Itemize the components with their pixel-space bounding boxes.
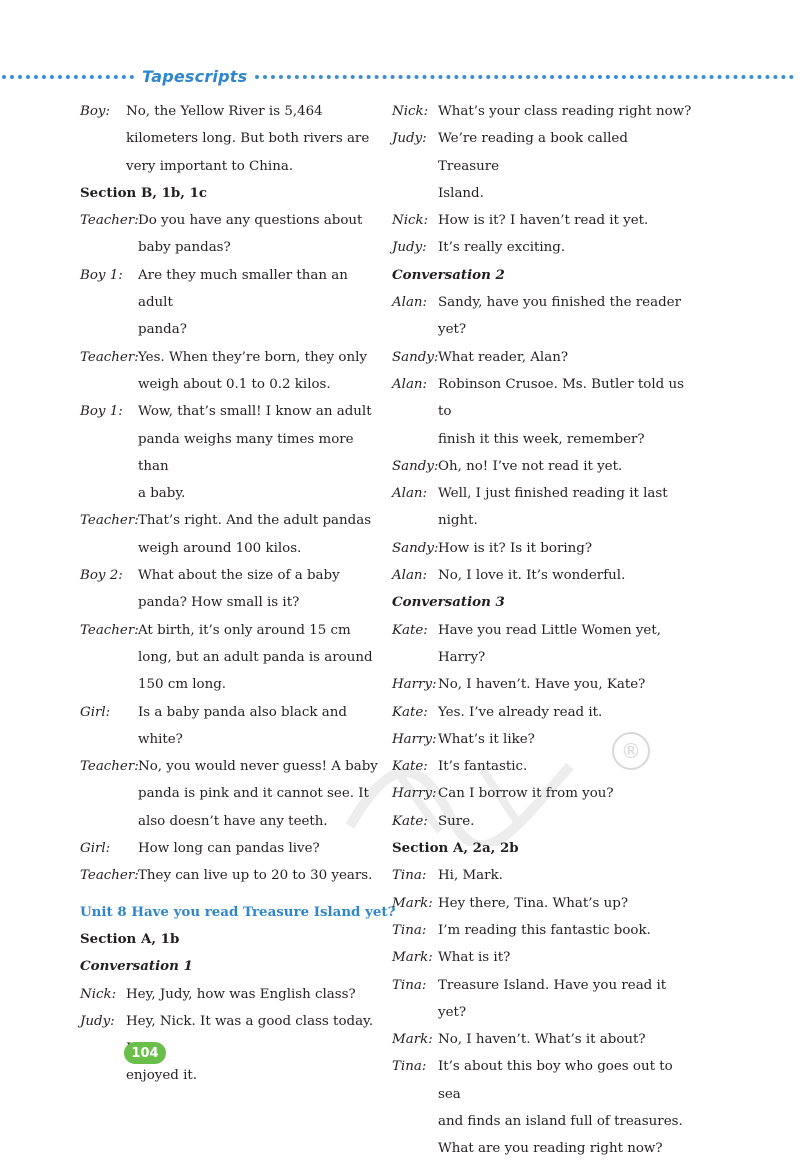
speaker-name: [80, 726, 138, 753]
dialogue-turn: [392, 862, 692, 889]
dialogue-turn: [392, 890, 692, 917]
speech-text: yet?: [438, 322, 467, 338]
speech-text: What is it?: [438, 950, 511, 966]
speech-text: Yes. I’ve already read it.: [438, 704, 603, 720]
speaker-name: [392, 180, 438, 207]
speech-text: a baby.: [138, 486, 186, 502]
speech-text: 150 cm long.: [138, 677, 227, 693]
dialogue-line: [392, 1053, 692, 1108]
speaker-name: Kate:: [392, 704, 428, 720]
dialogue-line: [392, 1135, 692, 1162]
dialogue-turn: [80, 398, 380, 507]
speaker-name: Harry:: [392, 786, 437, 802]
speech-text: kilometers long. But both rivers are: [126, 131, 370, 147]
speech-text: We’re reading a book called Treasure: [438, 131, 628, 174]
dialogue-line: [392, 289, 692, 316]
speech-text: Well, I just finished reading it last: [438, 486, 668, 502]
registered-mark-icon: ®: [612, 732, 650, 770]
speaker-name: [80, 234, 138, 261]
speaker-name: Boy 2:: [80, 568, 123, 584]
speech-text: At birth, it’s only around 15 cm: [138, 622, 351, 638]
dialogue-turn: [392, 371, 692, 453]
speech-text: Hey, Nick. It was a good class today.: [126, 1013, 374, 1029]
speech-text: What’s your class reading right now?: [438, 104, 692, 119]
dialogue-turn: [80, 617, 380, 699]
speech-text: panda is pink and it cannot see. It: [138, 786, 369, 802]
speech-text: Hey, Judy, how was English class?: [126, 986, 356, 1002]
dialogue-line: [80, 371, 380, 398]
dialogue-turn: [392, 617, 692, 672]
speaker-name: [80, 371, 138, 398]
speech-text: panda? How small is it?: [138, 595, 300, 611]
speaker-name: Judy:: [392, 131, 427, 147]
speaker-name: Kate:: [392, 759, 428, 775]
dialogue-line: [80, 398, 380, 425]
speaker-name: Boy 1:: [80, 404, 123, 420]
speech-text: also doesn’t have any teeth.: [138, 813, 328, 829]
left-column: [80, 98, 396, 1090]
dialogue-turn: [80, 507, 380, 562]
speech-text: What about the size of a baby: [138, 568, 340, 584]
speaker-name: Mark:: [392, 895, 433, 911]
tapescripts-header: [0, 64, 800, 88]
dialogue-turn: [80, 207, 380, 262]
dialogue-turn: [392, 780, 692, 807]
speech-text: panda weighs many times more than: [138, 431, 354, 474]
dialogue-turn: [80, 262, 380, 344]
speaker-name: [392, 507, 438, 534]
speech-text: long, but an adult panda is around: [138, 649, 373, 665]
speech-text: Sure.: [438, 813, 475, 829]
dialogue-turn: [80, 981, 380, 1008]
speech-text: No, I love it. It’s wonderful.: [438, 568, 626, 584]
dialogue-turn: [80, 862, 380, 889]
dialogue-turn: [392, 972, 692, 1027]
speech-text: Are they much smaller than an adult: [138, 267, 348, 311]
speaker-name: Judy:: [392, 240, 427, 256]
speaker-name: Alan:: [392, 295, 428, 311]
header-title: Tapescripts: [142, 66, 248, 86]
dialogue-line: [80, 753, 380, 780]
speaker-name: [80, 426, 138, 481]
dialogue-line: [80, 426, 380, 481]
dialogue-line: [80, 234, 380, 261]
speaker-name: [80, 480, 138, 507]
speaker-name: Tina:: [392, 922, 427, 938]
speaker-name: Nick:: [392, 213, 429, 229]
dialogue-turn: [392, 207, 692, 234]
dialogue-turn: [80, 562, 380, 617]
speech-text: baby pandas?: [138, 240, 231, 256]
dialogue-line: [392, 862, 692, 889]
dialogue-line: [392, 890, 692, 917]
dialogue-turn: [392, 671, 692, 698]
dialogue-line: [80, 562, 380, 589]
dialogue-line: [80, 125, 380, 152]
dialogue-turn: [392, 562, 692, 589]
dialogue-turn: [392, 699, 692, 726]
dialogue-line: [392, 1026, 692, 1053]
dialogue-line: [80, 644, 380, 671]
speaker-name: [392, 316, 438, 343]
speaker-name: [80, 780, 138, 807]
speaker-name: Alan:: [392, 486, 428, 502]
header-dotted-rule-left: [2, 75, 134, 79]
dialogue-line: [392, 562, 692, 589]
speaker-name: Teacher:: [80, 213, 139, 229]
dialogue-line: [392, 207, 692, 234]
speaker-name: [392, 426, 438, 453]
dialogue-line: [80, 507, 380, 534]
conversation-heading: Conversation 1: [80, 958, 193, 975]
speech-text: Wow, that’s small! I know an adult: [138, 404, 372, 420]
speaker-name: Tina:: [392, 977, 427, 993]
dialogue-line: [392, 98, 692, 125]
dialogue-line: [392, 180, 692, 207]
dialogue-turn: [80, 699, 380, 754]
speaker-name: Sandy:: [392, 349, 439, 365]
speech-text: Is a baby panda also black and: [138, 704, 347, 720]
speech-text: Treasure Island. Have you read it yet?: [438, 977, 667, 1020]
speech-text: Have you read Little Women yet, Harry?: [438, 622, 661, 665]
speech-text: That’s right. And the adult pandas: [138, 513, 372, 529]
conversation-heading: Conversation 2: [392, 266, 505, 283]
speech-text: very important to China.: [126, 158, 294, 174]
dialogue-turn: [392, 944, 692, 971]
dialogue-line: [392, 808, 692, 835]
dialogue-line: [392, 780, 692, 807]
dialogue-line: [80, 835, 380, 862]
speech-text: What reader, Alan?: [438, 349, 568, 365]
speaker-name: Mark:: [392, 950, 433, 966]
dialogue-line: [80, 589, 380, 616]
dialogue-turn: [392, 808, 692, 835]
speech-text: weigh around 100 kilos.: [138, 540, 302, 556]
speaker-name: Girl:: [80, 841, 111, 857]
speech-text: How long can pandas live?: [138, 841, 320, 857]
dialogue-line: [392, 617, 692, 672]
dialogue-line: [80, 981, 380, 1008]
dialogue-line: [80, 262, 380, 317]
speaker-name: Teacher:: [80, 513, 139, 529]
dialogue-line: [80, 808, 380, 835]
dialogue-turn: [392, 125, 692, 207]
dialogue-line: [392, 371, 692, 426]
dialogue-line: [80, 699, 380, 726]
dialogue-turn: [392, 344, 692, 371]
speech-text: No, I haven’t. What’s it about?: [438, 1032, 646, 1048]
speaker-name: Sandy:: [392, 540, 439, 556]
speaker-name: Judy:: [80, 1013, 115, 1029]
speaker-name: [80, 316, 138, 343]
speech-text: How is it? Is it boring?: [438, 540, 592, 556]
speaker-name: [80, 1062, 126, 1089]
conversation-heading: Conversation 3: [392, 594, 505, 611]
speaker-name: [80, 535, 138, 562]
speech-text: white?: [138, 731, 183, 747]
section-heading: Section A, 2a, 2b: [392, 840, 519, 857]
dialogue-line: [80, 726, 380, 753]
speaker-name: [80, 589, 138, 616]
speaker-name: Sandy:: [392, 458, 439, 474]
dialogue-turn: [392, 234, 692, 261]
speaker-name: Kate:: [392, 622, 428, 638]
speech-text: It’s fantastic.: [438, 759, 528, 775]
dialogue-line: [392, 944, 692, 971]
dialogue-turn: [392, 98, 692, 125]
speech-text: No, you would never guess! A baby: [138, 759, 378, 775]
speech-text: Sandy, have you finished the reader: [438, 295, 681, 311]
speaker-name: Tina:: [392, 1059, 427, 1075]
speech-text: No, the Yellow River is 5,464: [126, 104, 323, 119]
speech-text: How is it? I haven’t read it yet.: [438, 213, 649, 229]
speaker-name: [80, 808, 138, 835]
dialogue-line: [80, 780, 380, 807]
dialogue-line: [392, 535, 692, 562]
speaker-name: [392, 1135, 438, 1162]
dialogue-line: [80, 153, 380, 180]
speech-text: What are you reading right now?: [438, 1141, 663, 1157]
speech-text: Robinson Crusoe. Ms. Butler told us to: [438, 376, 684, 420]
dialogue-turn: [392, 453, 692, 480]
speaker-name: Teacher:: [80, 759, 139, 775]
speaker-name: Harry:: [392, 677, 437, 693]
dialogue-turn: [392, 480, 692, 535]
speech-text: They can live up to 20 to 30 years.: [138, 868, 373, 884]
speaker-name: Girl:: [80, 704, 111, 720]
speech-text: finish it this week, remember?: [438, 431, 645, 447]
dialogue-turn: [392, 1026, 692, 1053]
speaker-name: Teacher:: [80, 349, 139, 365]
dialogue-turn: [80, 344, 380, 399]
speaker-name: [80, 153, 126, 180]
dialogue-line: [392, 344, 692, 371]
dialogue-turn: [80, 753, 380, 835]
speech-text: weigh about 0.1 to 0.2 kilos.: [138, 376, 331, 392]
dialogue-line: [392, 507, 692, 534]
dialogue-turn: [392, 1053, 692, 1162]
dialogue-turn: [392, 917, 692, 944]
speech-text: Yes. When they’re born, they only: [138, 349, 367, 365]
dialogue-line: [392, 1108, 692, 1135]
speaker-name: Boy 1:: [80, 267, 123, 283]
dialogue-line: [80, 344, 380, 371]
dialogue-turn: [80, 98, 380, 180]
dialogue-turn: [80, 835, 380, 862]
speaker-name: Tina:: [392, 868, 427, 884]
dialogue-line: [80, 617, 380, 644]
dialogue-line: [392, 480, 692, 507]
header-dotted-rule-right: [255, 75, 794, 79]
speaker-name: Boy:: [80, 104, 110, 119]
dialogue-line: [392, 125, 692, 180]
speaker-name: Mark:: [392, 1032, 433, 1048]
dialogue-line: [392, 316, 692, 343]
unit-heading: Unit 8 Have you read Treasure Island yet?: [80, 903, 396, 920]
speaker-name: Harry:: [392, 731, 437, 747]
speaker-name: Kate:: [392, 813, 428, 829]
dialogue-line: [80, 316, 380, 343]
speaker-name: [80, 644, 138, 671]
speech-text: panda?: [138, 322, 187, 338]
right-column: [392, 98, 692, 1163]
dialogue-turn: [392, 289, 692, 344]
speech-text: Do you have any questions about: [138, 213, 363, 229]
section-heading: Section B, 1b, 1c: [80, 184, 208, 201]
dialogue-line: [392, 234, 692, 261]
dialogue-line: [392, 917, 692, 944]
speaker-name: Alan:: [392, 376, 428, 392]
speech-text: I’m reading this fantastic book.: [438, 922, 651, 938]
speaker-name: Nick:: [80, 986, 117, 1002]
dialogue-line: [392, 972, 692, 1027]
speech-text: and finds an island full of treasures.: [438, 1113, 683, 1129]
speech-text: Hi, Mark.: [438, 868, 503, 884]
dialogue-line: [80, 671, 380, 698]
speech-text: Hey there, Tina. What’s up?: [438, 895, 629, 911]
speaker-name: [80, 125, 126, 152]
dialogue-line: [392, 453, 692, 480]
dialogue-line: [80, 1062, 380, 1089]
dialogue-line: [80, 207, 380, 234]
dialogue-turn: [392, 535, 692, 562]
dialogue-line: [392, 699, 692, 726]
dialogue-line: [80, 535, 380, 562]
dialogue-line: [80, 98, 380, 125]
speech-text: Oh, no! I’ve not read it yet.: [438, 458, 623, 474]
speaker-name: [392, 1108, 438, 1135]
dialogue-line: [392, 426, 692, 453]
dialogue-line: [80, 480, 380, 507]
speech-text: enjoyed it.: [126, 1068, 198, 1084]
speaker-name: Alan:: [392, 568, 428, 584]
speech-text: What’s it like?: [438, 731, 535, 747]
speech-text: Can I borrow it from you?: [438, 786, 614, 802]
speech-text: No, I haven’t. Have you, Kate?: [438, 677, 646, 693]
speech-text: Island.: [438, 185, 484, 201]
page-number: 104: [124, 1042, 166, 1064]
speaker-name: Nick:: [392, 104, 429, 119]
speaker-name: Teacher:: [80, 868, 139, 884]
speech-text: It’s about this boy who goes out to sea: [438, 1059, 673, 1102]
speaker-name: Teacher:: [80, 622, 139, 638]
speaker-name: [80, 671, 138, 698]
dialogue-line: [80, 862, 380, 889]
speech-text: It’s really exciting.: [438, 240, 566, 256]
section-heading: Section A, 1b: [80, 930, 180, 947]
speech-text: night.: [438, 513, 478, 529]
dialogue-line: [392, 671, 692, 698]
